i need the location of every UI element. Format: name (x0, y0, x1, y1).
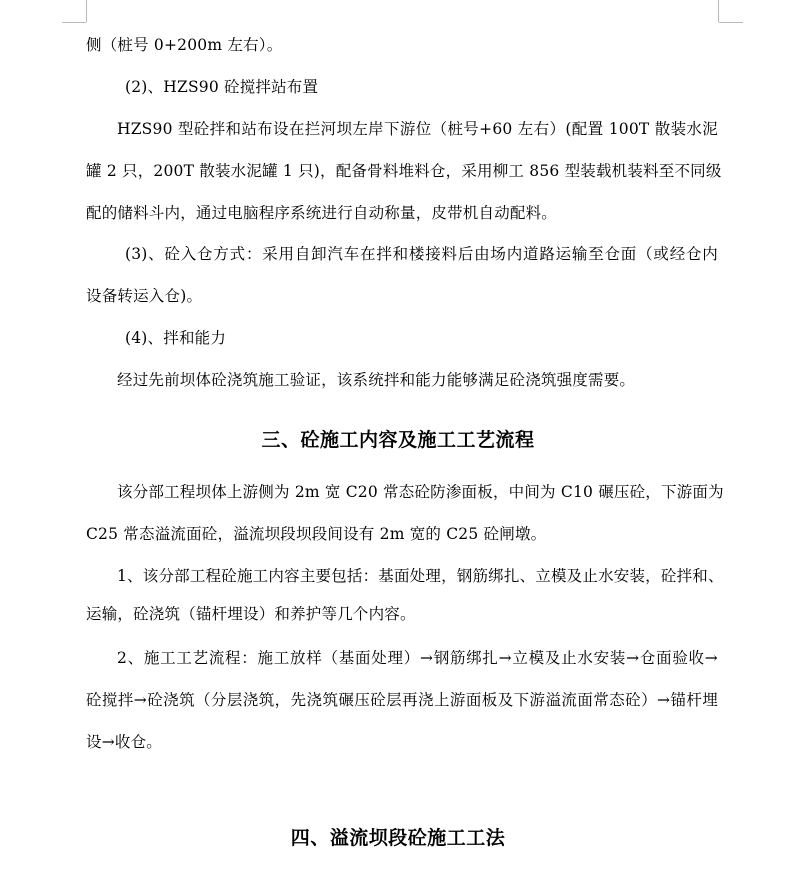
subheading-batching-plant: (2)、HZS90 砼搅拌站布置 (125, 78, 319, 96)
page-margin-marker-left (86, 0, 87, 22)
paragraph-line: 设备转运入仓)。 (86, 287, 203, 305)
paragraph-line: 运输，砼浇筑（锚杆埋设）和养护等几个内容。 (86, 605, 416, 623)
paragraph-line: 配的储料斗内，通过电脑程序系统进行自动称量，皮带机自动配料。 (86, 204, 558, 222)
paragraph-line: C25 常态溢流面砼，溢流坝段坝段间设有 2m 宽的 C25 砼闸墩。 (86, 525, 547, 543)
paragraph-line: 侧（桩号 0+200m 左右）。 (86, 36, 283, 54)
paragraph-line: HZS90 型砼拌和站布设在拦河坝左岸下游位（桩号+60 左右）(配置 100T 散装水泥 (117, 120, 718, 138)
section-heading-3: 三、砼施工内容及施工工艺流程 (261, 429, 535, 451)
paragraph-line: 罐 2 只，200T 散装水泥罐 1 只)，配备骨料堆料仓，采用柳工 856 型装载机装料至不同级 (86, 162, 722, 180)
paragraph-line: 该分部工程坝体上游侧为 2m 宽 C20 常态砼防渗面板，中间为 C10 碾压砼，下游面为 (117, 483, 724, 501)
section-heading-4: 四、溢流坝段砼施工工法 (290, 827, 506, 849)
page-margin-marker-right (718, 0, 719, 22)
subheading-mixing-capacity: (4)、拌和能力 (125, 329, 227, 347)
paragraph-line: 1、该分部工程砼施工内容主要包括：基面处理，钢筋绑扎、立模及止水安装，砼拌和、 (117, 567, 724, 585)
corner-crop-mark-left (62, 22, 86, 23)
paragraph-line: 设→收仓。 (86, 733, 162, 751)
subheading-placement-method: (3)、砼入仓方式：采用自卸汽车在拌和楼接料后由场内道路运输至仓面（或经仓内 (125, 245, 718, 263)
corner-crop-mark-right (719, 22, 743, 23)
paragraph-line: 砼搅拌→砼浇筑（分层浇筑，先浇筑碾压砼层再浇上游面板及下游溢流面常态砼）→锚杆埋 (86, 691, 718, 709)
paragraph-line: 经过先前坝体砼浇筑施工验证，该系统拌和能力能够满足砼浇筑强度需要。 (117, 371, 636, 389)
paragraph-line: 2、施工工艺流程：施工放样（基面处理）→钢筋绑扎→立模及止水安装→仓面验收→ (117, 649, 718, 667)
